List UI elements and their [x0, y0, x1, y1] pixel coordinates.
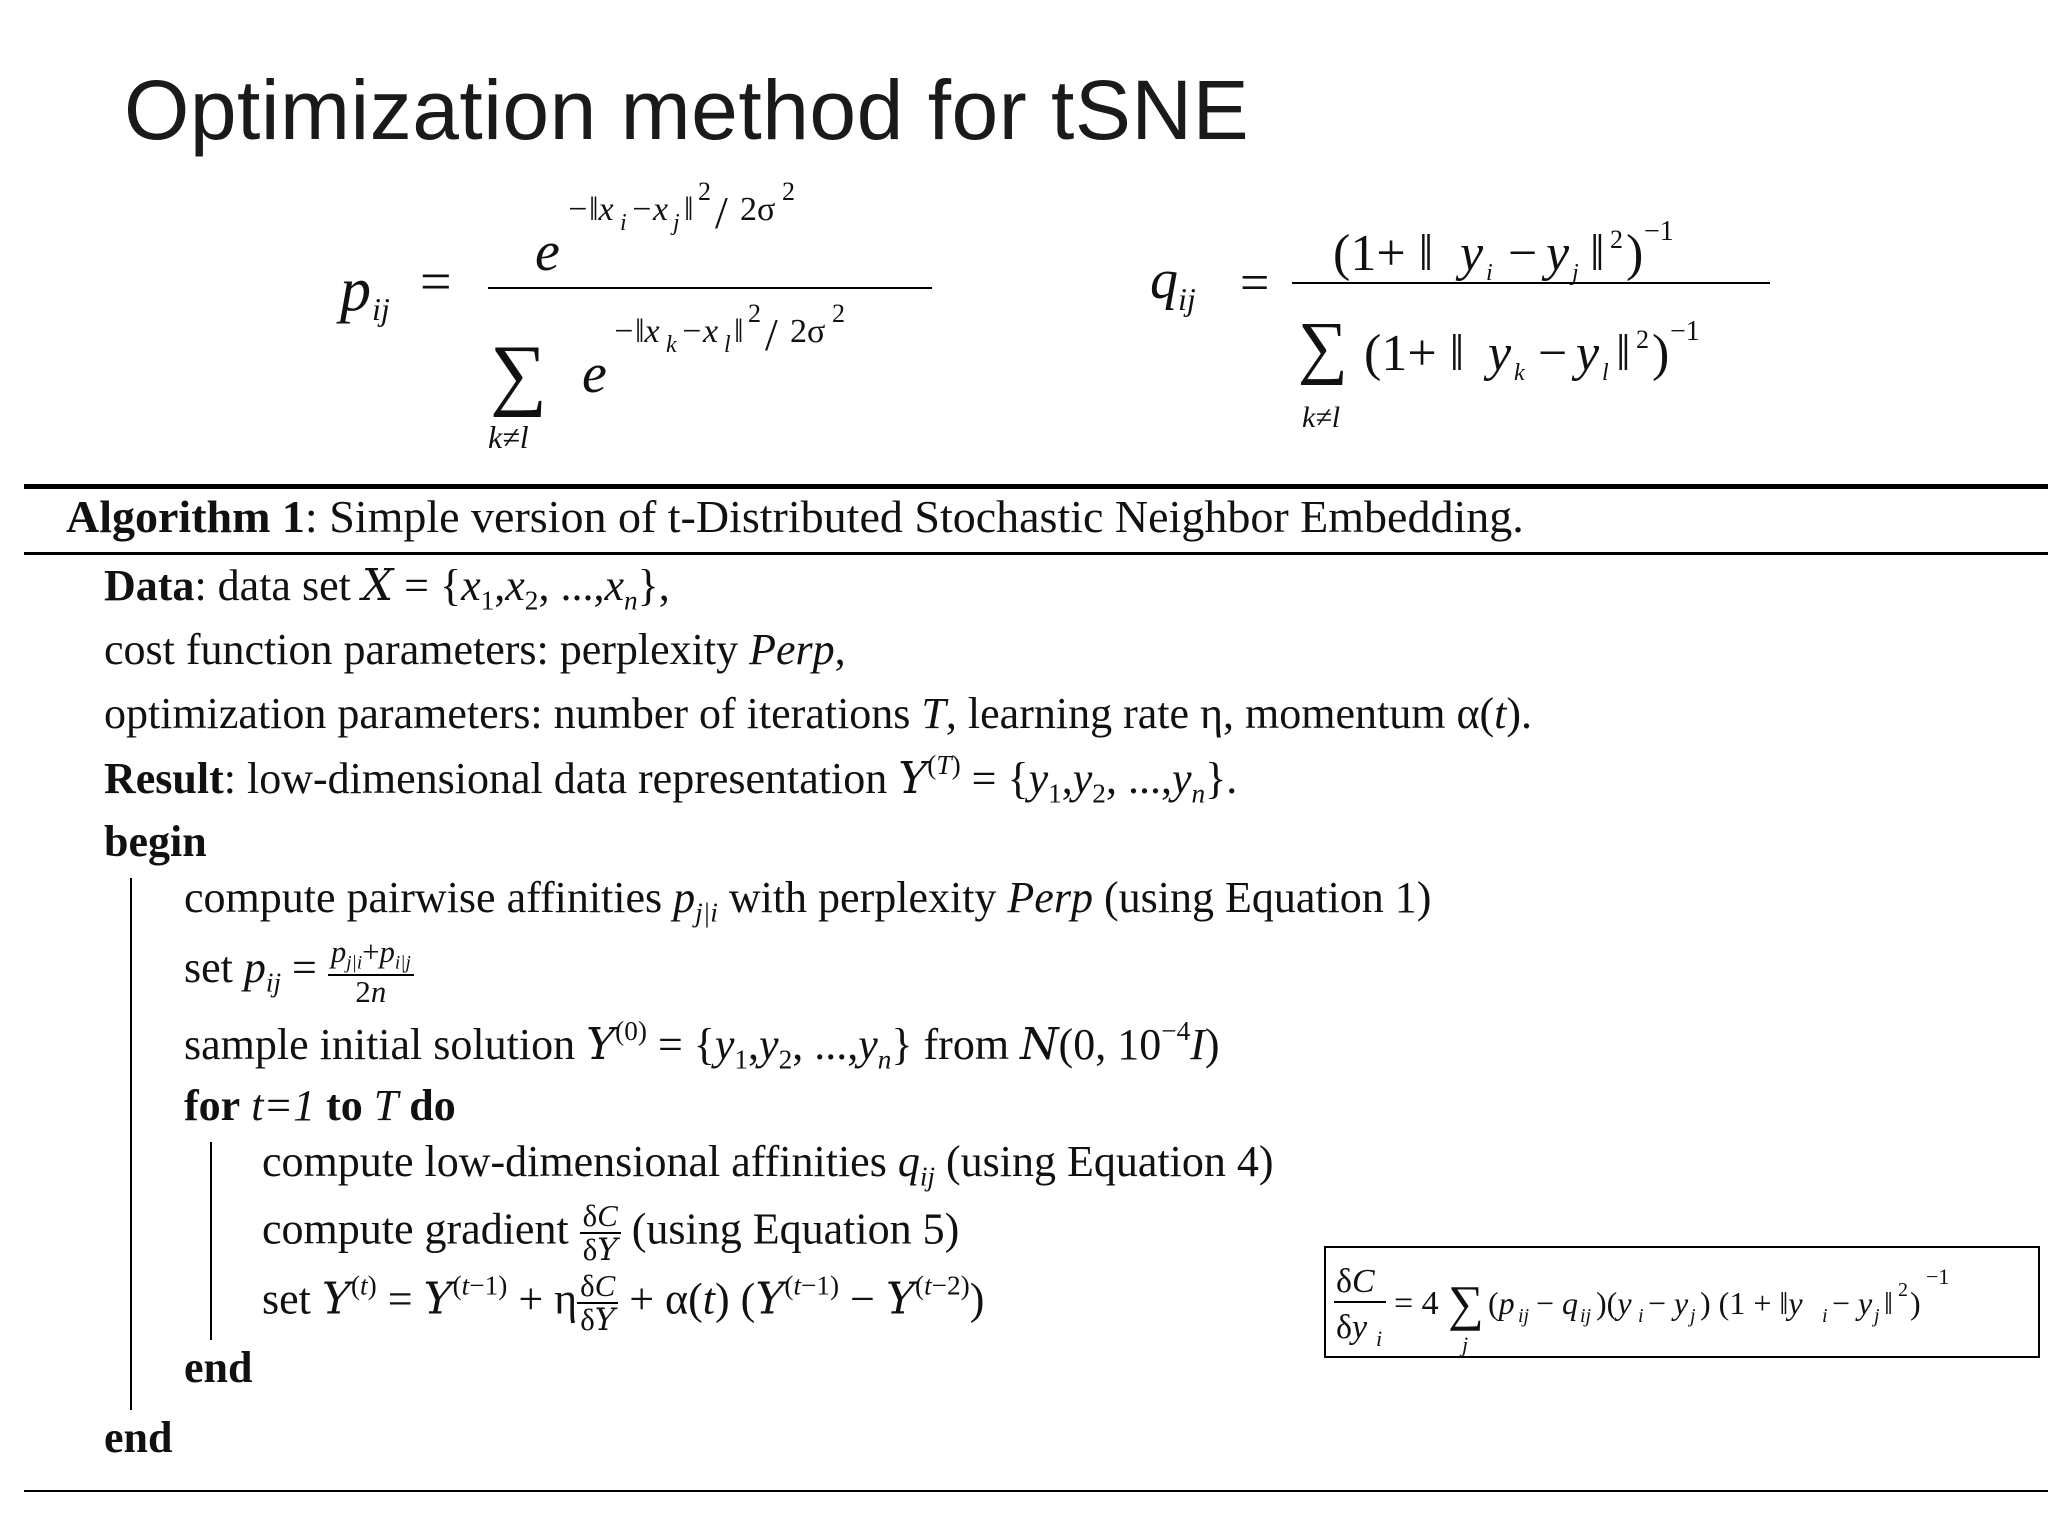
svg-text:2σ: 2σ — [790, 313, 826, 350]
svg-text:2: 2 — [782, 177, 795, 206]
svg-text:y: y — [1576, 325, 1600, 382]
svg-text:−x: −x — [680, 313, 719, 350]
svg-text:−‖x: −‖x — [566, 191, 614, 228]
algorithm-top-rule — [24, 484, 2048, 489]
svg-text:y: y — [1488, 325, 1512, 382]
svg-text:−1: −1 — [1926, 1264, 1950, 1289]
svg-text:2: 2 — [832, 299, 845, 328]
svg-text:i: i — [1822, 1305, 1828, 1327]
svg-text:= 4: = 4 — [1394, 1285, 1439, 1322]
algorithm-bottom-rule — [24, 1490, 2048, 1492]
for-loop-header: for t=1 to T do — [184, 1081, 456, 1130]
svg-text:e: e — [535, 221, 560, 283]
algorithm-header-rule — [24, 552, 2048, 555]
svg-text:) (1 + ‖y: ) (1 + ‖y — [1700, 1285, 1803, 1321]
svg-text:j: j — [1874, 1305, 1880, 1327]
svg-text:j: j — [1572, 260, 1579, 286]
svg-text:i: i — [620, 210, 627, 236]
begin-block-bar — [130, 878, 132, 1410]
svg-text:2σ: 2σ — [740, 191, 776, 228]
svg-text:∑: ∑ — [1448, 1275, 1484, 1331]
step-set-pij: set $p_{ij}$ = $\frac{p_{j|i}+p_{i|j}}{2n}$ — [184, 936, 414, 1008]
step-compute-low-dim: compute low-dimensional affinities $q_{ij}$ (using Equation 4) — [262, 1137, 1274, 1192]
step-sample-initial: sample initial solution $Y^{(0)} = \{y_1,y_2$, $...,y_n$} from N(0, $10^{-4}I$) — [184, 1016, 1220, 1075]
gradient-formula-box — [1324, 1246, 2040, 1358]
svg-text:−: − — [1538, 325, 1568, 382]
svg-text:(1+ ‖: (1+ ‖ — [1333, 225, 1434, 282]
svg-text:δy: δy — [1336, 1309, 1368, 1346]
svg-text:2: 2 — [698, 177, 711, 206]
svg-text:∑: ∑ — [490, 330, 548, 418]
svg-text:‖: ‖ — [684, 191, 694, 228]
svg-text:2: 2 — [1898, 1279, 1908, 1301]
svg-text:i: i — [1638, 1305, 1644, 1327]
end-inner-keyword: end — [184, 1343, 253, 1392]
svg-text:−x: −x — [630, 191, 669, 228]
q-ij-formula — [1130, 170, 1890, 470]
svg-text:2: 2 — [1610, 225, 1623, 254]
svg-text:k≠l: k≠l — [488, 419, 529, 455]
svg-text:y: y — [1460, 225, 1484, 282]
svg-text:j: j — [1690, 1305, 1696, 1327]
slide-title: Optimization method for tSNE — [124, 63, 1250, 157]
opt-params-line: optimization parameters: number of iterations T, learning rate η, momentum α(t). — [104, 689, 1533, 738]
step-compute-pairwise: compute pairwise affinities $p_{j|i}$ with perplexity Perp (using Equation 1) — [184, 873, 1432, 928]
svg-text:/: / — [765, 309, 778, 360]
svg-text:k≠l: k≠l — [1302, 401, 1341, 434]
svg-text:i: i — [1486, 260, 1493, 286]
svg-text:q: q — [1150, 249, 1178, 311]
svg-text:‖: ‖ — [1884, 1285, 1893, 1321]
svg-text:j: j — [1462, 1332, 1469, 1356]
svg-text:=: = — [1240, 255, 1270, 312]
svg-text:2: 2 — [748, 299, 761, 328]
svg-text:− q: − q — [1536, 1285, 1579, 1321]
svg-text:‖: ‖ — [1616, 325, 1631, 382]
svg-text:−‖x: −‖x — [612, 313, 660, 350]
svg-text:k: k — [666, 332, 677, 358]
svg-text:)(y: )(y — [1596, 1285, 1632, 1321]
end-outer-keyword: end — [104, 1413, 173, 1462]
svg-text:− y: − y — [1832, 1285, 1873, 1321]
svg-text:): ) — [1910, 1285, 1921, 1321]
svg-text:ij: ij — [1518, 1305, 1530, 1327]
step-update-y: set $Y^{(t)} = Y^{(t-1)} + \eta$ $\frac{\delta C}{\delta Y}$ + α(t) $(Y^{(t-1)} - Y^{(t-2)})$ — [262, 1269, 985, 1339]
svg-text:δC: δC — [1336, 1263, 1375, 1300]
svg-text:− y: − y — [1648, 1285, 1689, 1321]
svg-text:−: − — [1508, 225, 1538, 282]
svg-text:ij: ij — [372, 291, 390, 327]
svg-text:=: = — [420, 251, 452, 313]
svg-text:/: / — [715, 187, 728, 238]
cost-params-line: cost function parameters: perplexity Perp, — [104, 625, 846, 674]
svg-text:k: k — [1514, 360, 1525, 386]
svg-text:e: e — [582, 343, 607, 405]
svg-text:(p: (p — [1488, 1285, 1515, 1321]
svg-text:−1: −1 — [1644, 216, 1674, 247]
svg-text:ij: ij — [1580, 1305, 1592, 1327]
step-compute-gradient: compute gradient $\frac{\delta C}{\delta Y}$ (using Equation 5) — [262, 1199, 960, 1269]
svg-text:l: l — [724, 332, 731, 358]
svg-text:y: y — [1546, 225, 1570, 282]
svg-text:i: i — [1376, 1326, 1383, 1351]
svg-text:): ) — [1652, 325, 1670, 382]
svg-text:j: j — [673, 210, 680, 236]
svg-text:−1: −1 — [1670, 316, 1700, 347]
svg-text:l: l — [1602, 360, 1609, 386]
svg-text:ij: ij — [1178, 281, 1196, 317]
svg-text:∑: ∑ — [1298, 309, 1348, 386]
svg-text:‖: ‖ — [1590, 225, 1605, 282]
algorithm-title: Algorithm 1: Simple version of t-Distributed Stochastic Neighbor Embedding. — [66, 491, 1524, 542]
svg-text:2: 2 — [1636, 325, 1649, 354]
result-line: Result: low-dimensional data representation $Y^{(T)} = \{y_1,y_2$, $...,y_n$}. — [104, 750, 1238, 809]
svg-text:): ) — [1626, 225, 1644, 282]
svg-text:‖: ‖ — [734, 313, 744, 350]
gradient-formula — [1326, 1248, 2038, 1356]
data-line: Data: data set $X = \{x_1,x_2$, $...,x_n$}, — [104, 560, 670, 616]
svg-text:(1+ ‖: (1+ ‖ — [1364, 325, 1465, 382]
svg-text:p: p — [340, 256, 371, 324]
for-block-bar — [210, 1142, 212, 1340]
begin-keyword: begin — [104, 817, 207, 866]
